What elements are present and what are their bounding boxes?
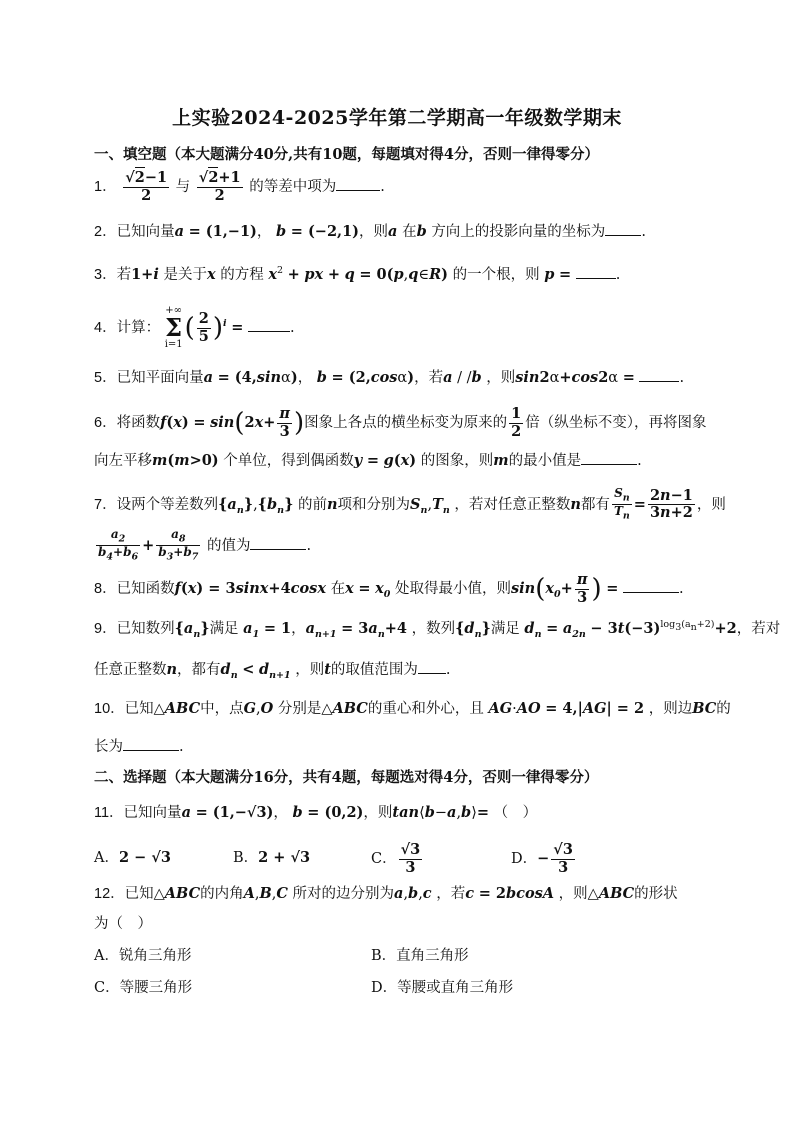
question-12-line-2: 为（ ） [94, 916, 152, 932]
question-7-line-2: $\frac{a_2}{b_4+b_6}$ + $\frac{a_8}{b_3+b_7}$ 的值为 . [98, 527, 312, 563]
question-11: 11．已知向量a = (1,−√3)， b = (0,2)，则tan⟨b−a,b⟩= （ ） [94, 804, 538, 821]
option-11-d[interactable]: D．− $\frac{√3}{3}$ [511, 841, 573, 876]
option-12-c[interactable]: C．等腰三角形 [94, 980, 193, 996]
question-7-line-1: 7．设两个等差数列$\{a_n\},\{b_n\}$ 的前n项和分别为$S_n,T_n$ ，若对任意正整数n都有 $\frac{S_n}{T_n}$ = $\frac{2n-1}{3n+2}$ ，则 [94, 486, 726, 522]
answer-blank [581, 452, 637, 465]
question-6-line-1: 6．将函数f(x) = sin(2x+ $\frac{\pi}{3}$ )图象上各点的横坐标变为原来的 $\frac{1}{2}$ 倍（纵坐标不变），再将图象 [94, 405, 707, 440]
option-12-a[interactable]: A．锐角三角形 [94, 948, 192, 964]
option-12-d[interactable]: D．等腰或直角三角形 [371, 980, 514, 996]
question-10-line-2: 长为 . [94, 739, 184, 755]
section-choice-header: 二、选择题（本大题满分16分，共有4题，每题选对得4分，否则一律得零分） [94, 769, 599, 786]
answer-blank [418, 661, 446, 674]
question-3: 3．若1+i 是关于x 的方程 $x^2$ + px + q = 0(p,q∈R) 的一个根，则 p = . [94, 265, 621, 283]
exam-title: 上实验2024-2025学年第二学期高一年级数学期末 [172, 107, 622, 129]
question-8: 8．已知函数f(x) = 3sinx+4cosx 在$x = x_0$ 处取得最小值，则$\sin(x_0+$ $\frac{\pi}{3}$ ) = . [94, 571, 684, 606]
question-5: 5．已知平面向量a = (4,sinα)， b = (2,cosα)，若a / /b ，则sin2α+cos2α = . [94, 369, 685, 386]
answer-blank [248, 319, 290, 332]
answer-blank [576, 266, 616, 279]
answer-blank [639, 369, 679, 382]
option-12-b[interactable]: B．直角三角形 [371, 948, 469, 964]
answer-blank [623, 580, 679, 593]
question-9-line-2: 任意正整数n，都有$d_n < d_{n+1}$ ，则t的取值范围为 . [94, 661, 451, 681]
question-6-line-2: 向左平移m(m>0) 个单位，得到偶函数y = g(x) 的图象，则m的最小值是 . [94, 452, 642, 469]
question-10-line-1: 10．已知△ABC中，点G,O 分别是△ABC的重心和外心，且 AG·AO = 4,|AG| = 2 ，则边BC的 [94, 700, 731, 717]
option-11-c[interactable]: C． $\frac{√3}{3}$ [371, 841, 421, 876]
section-fill-in-header: 一、填空题（本大题满分40分,共有10题，每题填对得4分，否则一律得零分） [94, 146, 599, 163]
question-2: 2．已知向量a = (1,−1)， b = (−2,1)，则a 在b 方向上的投影向量的坐标为 . [94, 223, 646, 240]
question-4: 4．计算： +∞ Σ i=1( $\frac{2}{5}$ )$^i$ = . [94, 305, 295, 350]
answer-blank [336, 178, 380, 191]
question-9-line-1: 9．已知数列$\{a_n\}$满足 $a_1 = 1$，$a_{n+1} = 3a_n+4$ ，数列$\{d_n\}$满足 $d_n = a_{2n} - 3t(-3)^{log_3(a_n+2)}+2$，若对 [94, 619, 781, 640]
answer-blank [250, 537, 306, 550]
question-1: 1． $\frac{√2-1}{2}$ 与 $\frac{√2+1}{2}$ 的等差中项为 . [94, 169, 385, 204]
answer-blank [123, 738, 179, 751]
option-11-a[interactable]: A．2 − √3 [94, 849, 171, 866]
answer-blank [605, 223, 641, 236]
option-11-b[interactable]: B．2 + √3 [233, 849, 311, 866]
question-12-line-1: 12．已知△ABC的内角A,B,C 所对的边分别为a,b,c ，若c = 2bcosA ，则△ABC的形状 [94, 885, 678, 902]
